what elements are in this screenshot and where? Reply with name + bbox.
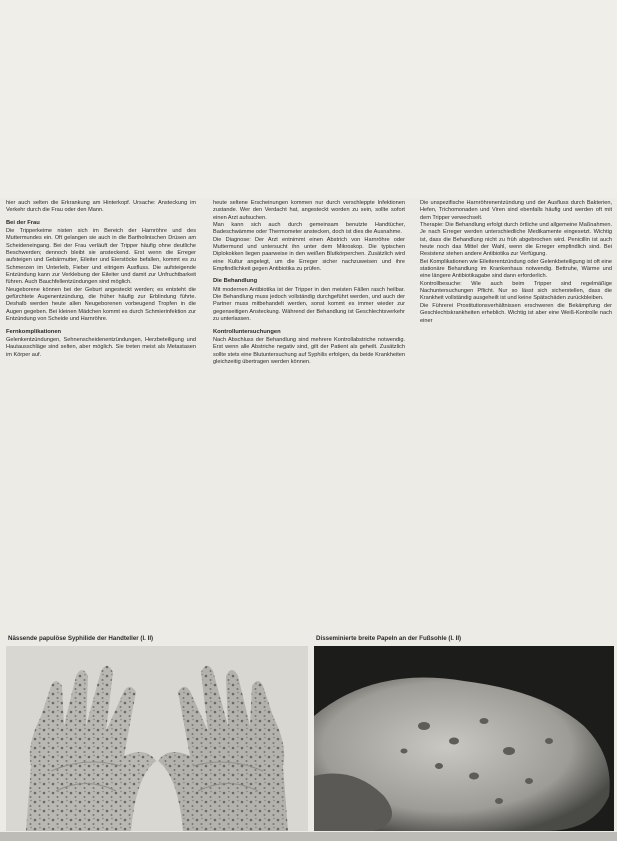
column-paragraph: Man kann sich auch durch gemeinsam benutzte Handtücher, Badeschwämme oder Thermometer anstecken, doch ist dies die Ausnahme. <box>213 222 405 236</box>
column-paragraph: Kontrollbesuche: Wie auch beim Tripper sind regelmäßige Nachuntersuchungen Pflicht. Nur so lässt sich sicherstellen, dass die Krankheit vollständig ausgeheilt ist und keine Spätschäden zurückbleiben. <box>420 280 612 302</box>
column-paragraph: Mit modernen Antibiotika ist der Tripper in den meisten Fällen rasch heilbar. Die Behandlung muss jedoch vollständig durchgeführt werden, und auch der Partner muss mitbehandelt werden, sonst kommt es immer wieder zur gegenseitigen Ansteckung. Während der Behandlung ist Geschlechtsverkehr zu unterlassen. <box>213 286 405 323</box>
section-heading: Bei der Frau <box>6 219 40 226</box>
column-paragraph: Gelenkentzündungen, Sehnenscheidenentzündungen, Herzbeteiligung und Hautausschläge sind selten, aber möglich. Sie treten meist als Metastasen im Körper auf. <box>6 336 196 358</box>
photo-foot-sole <box>314 646 614 831</box>
page-bottom-edge <box>0 832 617 841</box>
photo-caption-left: Nässende papulöse Syphilide der Handteller (I. II) <box>8 635 154 642</box>
photo-caption-right: Disseminierte breite Papeln an der Fußsohle (I. II) <box>316 635 462 642</box>
text-column-middle <box>213 200 405 366</box>
column-paragraph: Die unspezifische Harnröhrenentzündung und der Ausfluss durch Bakterien, Hefen, Trichomonaden und Viren sind ebenfalls häufig und werden oft mit dem Tripper verwechselt. <box>420 200 612 221</box>
photo-palms <box>6 646 308 831</box>
text-column-left <box>6 200 196 359</box>
column-paragraph: Die Diagnose: Der Arzt entnimmt einen Abstrich von Harnröhre oder Muttermund und untersucht ihn unter dem Mikroskop. Die typischen Diplokokken liegen paarweise in den weißen Blutkörperchen. Zusätzlich wird eine Kultur angelegt, um die Erreger sicher nachzuweisen und ihre Empfindlichkeit gegen Antibiotika zu prüfen. <box>213 236 405 273</box>
section-heading: Die Behandlung <box>213 278 258 285</box>
section-heading: Fernkomplikationen <box>6 328 62 335</box>
column-paragraph: Neugeborene können bei der Geburt angesteckt werden; es entsteht die gefürchtete Augenentzündung, die früher häufig zur Erblindung führte. Deshalb werden heute allen Neugeborenen vorbeugend Tropfen in die Augen gegeben. Bei kleinen Mädchen kommt es durch Schmierinfektion zur Entzündung von Scheide und Harnröhre. <box>6 286 196 323</box>
column-paragraph: Die Führerei Prostitutionsverhältnissen erschweren die Bekämpfung der Geschlechtskrankheiten erheblich. Wichtig ist aber eine Weiß-Kontrolle nach einer <box>420 302 612 324</box>
column-paragraph: Bei Komplikationen wie Eileiterentzündung oder Gelenkbeteiligung ist oft eine stationäre Behandlung im Krankenhaus notwendig. Bettruhe, Wärme und eine längere Antibiotikagabe sind dann erforderlich. <box>420 258 612 280</box>
column-paragraph: hier auch selten die Erkrankung am Hinterkopf. Ursache: Ansteckung im Verkehr durch die Frau oder den Mann. <box>6 200 196 214</box>
text-column-right <box>420 200 612 325</box>
palms-illustration <box>6 646 308 831</box>
column-paragraph: heute seltene Erscheinungen kommen nur durch verschleppte Infektionen zustande. Wer den Verdacht hat, angesteckt worden zu sein, sollte sofort einen Arzt aufsuchen. <box>213 200 405 221</box>
column-paragraph: Die Tripperkeime nisten sich im Bereich der Harnröhre und des Muttermundes ein. Oft gelangen sie auch in die Bartholinischen Drüsen am Scheideneingang. Bei der Frau verläuft der Tripper häufig ohne deutliche Beschwerden; dennoch bleibt sie ansteckend. Erst wenn die Erreger aufsteigen und Gebärmutter, Eileiter und Eierstöcke befallen, kommt es zu Schmerzen im Unterleib, Fieber und eitrigem Ausfluss. Die aufsteigende Entzündung kann zur Verklebung der Eileiter und damit zur Unfruchtbarkeit führen. Auch Bauchfellentzündungen sind möglich. <box>6 228 196 286</box>
section-heading: Kontrolluntersuchungen <box>213 328 281 335</box>
blank-top-area <box>0 0 617 198</box>
column-paragraph: Nach Abschluss der Behandlung sind mehrere Kontrollabstriche notwendig. Erst wenn alle Abstriche negativ sind, gilt der Patient als geheilt. Zusätzlich sollte stets eine Blutuntersuchung auf Syphilis erfolgen, da beide Krankheiten gleichzeitig übertragen werden können. <box>213 336 405 365</box>
column-paragraph: Therapie: Die Behandlung erfolgt durch örtliche und allgemeine Maßnahmen. Je nach Erreger werden unterschiedliche Medikamente eingesetzt. Wichtig ist, dass die Behandlung nicht zu früh abgebrochen wird. Penicillin ist auch heute noch das Mittel der Wahl, wenn die Erreger empfindlich sind. Bei Resistenz stehen andere Antibiotika zur Verfügung. <box>420 222 612 258</box>
foot-illustration <box>314 646 614 831</box>
